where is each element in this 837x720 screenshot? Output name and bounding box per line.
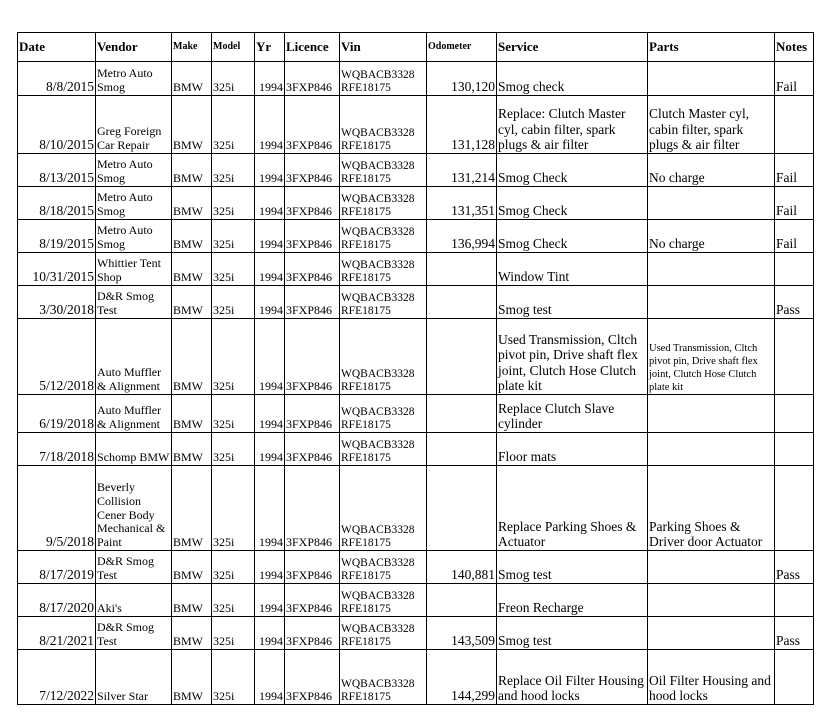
header-notes: Notes: [775, 33, 814, 62]
table-row: [18, 650, 814, 705]
row-licence: 3FXP846: [285, 286, 340, 319]
header-parts: Parts: [648, 33, 775, 62]
header-model: Model: [212, 33, 255, 62]
table-row: [18, 466, 814, 551]
row-date: 10/31/2015: [18, 253, 96, 286]
row-parts: [648, 617, 775, 650]
row-vin: WQBACB3328 RFE18175: [340, 253, 427, 286]
row-licence: 3FXP846: [285, 617, 340, 650]
row-model: 325i: [212, 187, 255, 220]
row-odometer: 140,881: [427, 551, 497, 584]
row-service: Smog test: [497, 617, 648, 650]
row-date: 3/30/2018: [18, 286, 96, 319]
row-vin: WQBACB3328 RFE18175: [340, 187, 427, 220]
row-date: 7/12/2022: [18, 650, 96, 705]
row-notes: Pass: [775, 551, 814, 584]
row-licence: 3FXP846: [285, 650, 340, 705]
row-vendor: Greg Foreign Car Repair: [96, 96, 172, 154]
row-year: 1994: [255, 96, 285, 154]
row-parts: Clutch Master cyl, cabin filter, spark plugs & air filter: [648, 96, 775, 154]
row-licence: 3FXP846: [285, 551, 340, 584]
table-row: [18, 187, 814, 220]
row-parts: [648, 584, 775, 617]
row-year: 1994: [255, 395, 285, 433]
row-licence: 3FXP846: [285, 220, 340, 253]
row-odometer: 130,120: [427, 62, 497, 96]
row-licence: 3FXP846: [285, 466, 340, 551]
row-notes: [775, 466, 814, 551]
header-vin: Vin: [340, 33, 427, 62]
header-date: Date: [18, 33, 96, 62]
row-date: 8/21/2021: [18, 617, 96, 650]
row-odometer: 131,214: [427, 154, 497, 187]
row-service: Replace Oil Filter Housing and hood locks: [497, 650, 648, 705]
row-odometer: [427, 253, 497, 286]
row-model: 325i: [212, 319, 255, 395]
row-make: BMW: [172, 433, 212, 466]
row-odometer: 144,299: [427, 650, 497, 705]
row-make: BMW: [172, 62, 212, 96]
row-odometer: 131,351: [427, 187, 497, 220]
row-licence: 3FXP846: [285, 395, 340, 433]
row-licence: 3FXP846: [285, 62, 340, 96]
row-service: Smog test: [497, 551, 648, 584]
row-vendor: Metro Auto Smog: [96, 220, 172, 253]
table-row: [18, 433, 814, 466]
row-service: Freon Recharge: [497, 584, 648, 617]
row-vin: WQBACB3328 RFE18175: [340, 551, 427, 584]
row-year: 1994: [255, 433, 285, 466]
row-odometer: [427, 395, 497, 433]
row-year: 1994: [255, 650, 285, 705]
row-model: 325i: [212, 62, 255, 96]
row-vendor: Metro Auto Smog: [96, 154, 172, 187]
row-vin: WQBACB3328 RFE18175: [340, 650, 427, 705]
row-vendor: Schomp BMW: [96, 433, 172, 466]
table-row: [18, 584, 814, 617]
row-parts: [648, 551, 775, 584]
row-notes: Pass: [775, 617, 814, 650]
row-year: 1994: [255, 220, 285, 253]
row-date: 8/8/2015: [18, 62, 96, 96]
table-row: [18, 62, 814, 96]
row-make: BMW: [172, 154, 212, 187]
table-row: [18, 551, 814, 584]
row-licence: 3FXP846: [285, 96, 340, 154]
row-make: BMW: [172, 617, 212, 650]
row-model: 325i: [212, 584, 255, 617]
row-vendor: D&R Smog Test: [96, 551, 172, 584]
row-date: 8/13/2015: [18, 154, 96, 187]
row-date: 8/19/2015: [18, 220, 96, 253]
row-vendor: Aki's: [96, 584, 172, 617]
table-row: [18, 319, 814, 395]
row-date: 8/17/2019: [18, 551, 96, 584]
row-parts: Oil Filter Housing and hood locks: [648, 650, 775, 705]
header-vendor: Vendor: [96, 33, 172, 62]
row-licence: 3FXP846: [285, 584, 340, 617]
row-parts: No charge: [648, 154, 775, 187]
row-date: 6/19/2018: [18, 395, 96, 433]
row-licence: 3FXP846: [285, 433, 340, 466]
row-parts: [648, 395, 775, 433]
row-vendor: Auto Muffler & Alignment: [96, 395, 172, 433]
header-yr: Yr: [255, 33, 285, 62]
row-date: 8/10/2015: [18, 96, 96, 154]
row-year: 1994: [255, 187, 285, 220]
row-vendor: Silver Star: [96, 650, 172, 705]
table-row: [18, 154, 814, 187]
row-date: 7/18/2018: [18, 433, 96, 466]
row-parts: Parking Shoes & Driver door Actuator: [648, 466, 775, 551]
row-service: Smog Check: [497, 220, 648, 253]
row-vendor: D&R Smog Test: [96, 617, 172, 650]
header-row: [18, 33, 814, 62]
row-make: BMW: [172, 286, 212, 319]
row-model: 325i: [212, 154, 255, 187]
row-odometer: 131,128: [427, 96, 497, 154]
row-model: 325i: [212, 96, 255, 154]
row-parts: [648, 187, 775, 220]
row-make: BMW: [172, 220, 212, 253]
row-parts: [648, 253, 775, 286]
header-odometer: Odometer: [427, 33, 497, 62]
row-vin: WQBACB3328 RFE18175: [340, 584, 427, 617]
row-service: Floor mats: [497, 433, 648, 466]
table-row: [18, 220, 814, 253]
row-model: 325i: [212, 286, 255, 319]
row-notes: [775, 319, 814, 395]
row-licence: 3FXP846: [285, 319, 340, 395]
row-vin: WQBACB3328 RFE18175: [340, 220, 427, 253]
row-vendor: Metro Auto Smog: [96, 187, 172, 220]
row-make: BMW: [172, 319, 212, 395]
row-licence: 3FXP846: [285, 253, 340, 286]
row-notes: [775, 433, 814, 466]
row-notes: [775, 395, 814, 433]
row-model: 325i: [212, 395, 255, 433]
row-notes: Fail: [775, 187, 814, 220]
header-service: Service: [497, 33, 648, 62]
row-licence: 3FXP846: [285, 187, 340, 220]
service-log-table: [17, 32, 814, 705]
table-row: [18, 286, 814, 319]
row-date: 9/5/2018: [18, 466, 96, 551]
row-make: BMW: [172, 395, 212, 433]
table-row: [18, 395, 814, 433]
row-odometer: [427, 319, 497, 395]
row-notes: Pass: [775, 286, 814, 319]
row-vendor: D&R Smog Test: [96, 286, 172, 319]
row-service: Smog test: [497, 286, 648, 319]
row-parts: [648, 62, 775, 96]
row-year: 1994: [255, 62, 285, 96]
row-service: Smog check: [497, 62, 648, 96]
row-service: Replace Parking Shoes & Actuator: [497, 466, 648, 551]
row-model: 325i: [212, 253, 255, 286]
table-row: [18, 96, 814, 154]
row-odometer: [427, 466, 497, 551]
row-year: 1994: [255, 154, 285, 187]
header-make: Make: [172, 33, 212, 62]
row-year: 1994: [255, 253, 285, 286]
row-parts: No charge: [648, 220, 775, 253]
row-odometer: [427, 433, 497, 466]
row-vin: WQBACB3328 RFE18175: [340, 154, 427, 187]
row-vin: WQBACB3328 RFE18175: [340, 466, 427, 551]
row-make: BMW: [172, 650, 212, 705]
row-model: 325i: [212, 617, 255, 650]
row-vendor: Whittier Tent Shop: [96, 253, 172, 286]
row-vendor: Beverly Collision Cener Body Mechanical & Paint: [96, 466, 172, 551]
row-year: 1994: [255, 617, 285, 650]
row-service: Replace Clutch Slave cylinder: [497, 395, 648, 433]
row-licence: 3FXP846: [285, 154, 340, 187]
row-vin: WQBACB3328 RFE18175: [340, 433, 427, 466]
row-service: Used Transmission, Cltch pivot pin, Drive shaft flex joint, Clutch Hose Clutch plate kit: [497, 319, 648, 395]
row-service: Smog Check: [497, 154, 648, 187]
row-year: 1994: [255, 551, 285, 584]
row-date: 8/17/2020: [18, 584, 96, 617]
row-service: Smog Check: [497, 187, 648, 220]
row-year: 1994: [255, 286, 285, 319]
row-vin: WQBACB3328 RFE18175: [340, 319, 427, 395]
row-vin: WQBACB3328 RFE18175: [340, 62, 427, 96]
row-date: 8/18/2015: [18, 187, 96, 220]
row-vin: WQBACB3328 RFE18175: [340, 617, 427, 650]
row-odometer: [427, 286, 497, 319]
header-licence: Licence: [285, 33, 340, 62]
row-odometer: 136,994: [427, 220, 497, 253]
row-year: 1994: [255, 319, 285, 395]
row-make: BMW: [172, 466, 212, 551]
row-date: 5/12/2018: [18, 319, 96, 395]
row-parts: [648, 286, 775, 319]
row-model: 325i: [212, 551, 255, 584]
row-odometer: 143,509: [427, 617, 497, 650]
row-make: BMW: [172, 551, 212, 584]
row-year: 1994: [255, 584, 285, 617]
row-odometer: [427, 584, 497, 617]
row-make: BMW: [172, 187, 212, 220]
row-notes: [775, 650, 814, 705]
row-make: BMW: [172, 96, 212, 154]
row-vendor: Auto Muffler & Alignment: [96, 319, 172, 395]
row-make: BMW: [172, 584, 212, 617]
row-year: 1994: [255, 466, 285, 551]
row-notes: Fail: [775, 62, 814, 96]
row-vin: WQBACB3328 RFE18175: [340, 395, 427, 433]
row-vendor: Metro Auto Smog: [96, 62, 172, 96]
row-notes: Fail: [775, 154, 814, 187]
row-model: 325i: [212, 220, 255, 253]
row-notes: Fail: [775, 220, 814, 253]
row-service: Window Tint: [497, 253, 648, 286]
table-row: [18, 253, 814, 286]
table-row: [18, 617, 814, 650]
row-model: 325i: [212, 466, 255, 551]
row-vin: WQBACB3328 RFE18175: [340, 96, 427, 154]
row-parts: [648, 433, 775, 466]
row-vin: WQBACB3328 RFE18175: [340, 286, 427, 319]
row-make: BMW: [172, 253, 212, 286]
row-notes: [775, 96, 814, 154]
row-model: 325i: [212, 433, 255, 466]
row-model: 325i: [212, 650, 255, 705]
row-parts: Used Transmission, Cltch pivot pin, Drive shaft flex joint, Clutch Hose Clutch plate kit: [648, 319, 775, 395]
row-notes: [775, 253, 814, 286]
row-service: Replace: Clutch Master cyl, cabin filter, spark plugs & air filter: [497, 96, 648, 154]
row-notes: [775, 584, 814, 617]
